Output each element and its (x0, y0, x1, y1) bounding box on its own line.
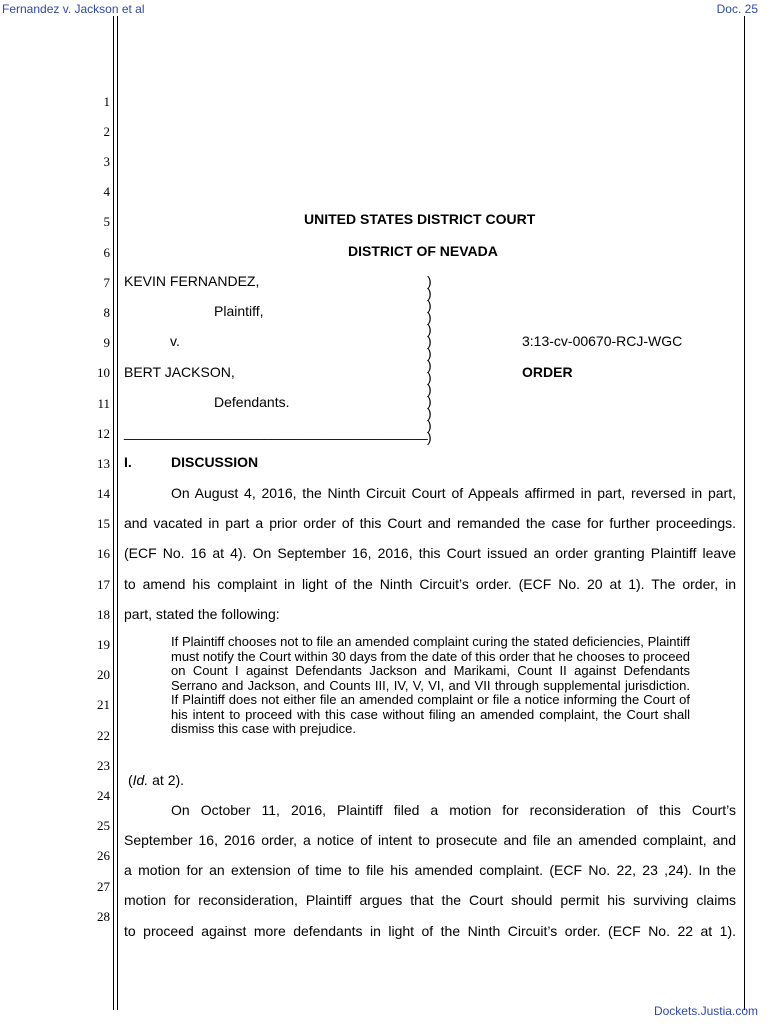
line-number: 20 (97, 667, 110, 682)
line-number: 19 (97, 637, 110, 652)
caption-paren: ) (427, 381, 432, 397)
line-number: 13 (97, 456, 110, 471)
body-line: and vacated in part a prior order of this Court and remanded the case for further proceedings. (124, 515, 736, 531)
caption-paren: ) (427, 429, 432, 445)
line-number: 7 (103, 275, 110, 290)
line-number: 2 (103, 124, 110, 139)
document-title: ORDER (522, 364, 573, 380)
body-line: (ECF No. 16 at 4). On September 16, 2016, this Court issued an order granting Plaintiff leave (124, 545, 736, 561)
body-line: On October 11, 2016, Plaintiff filed a motion for reconsideration of this Court’s (171, 802, 736, 818)
court-district: DISTRICT OF NEVADA (348, 243, 498, 259)
citation (128, 772, 184, 788)
line-number: 3 (103, 154, 110, 169)
caption-paren: ) (427, 405, 432, 421)
line-number: 1 (103, 94, 110, 109)
plaintiff-role: Plaintiff, (214, 303, 264, 319)
citation-rest: at 2). (148, 772, 185, 788)
plaintiff-name: KEVIN FERNANDEZ, (124, 273, 260, 289)
defendant-name: BERT JACKSON, (124, 364, 235, 380)
line-number: 4 (103, 184, 110, 199)
line-number: 18 (97, 607, 110, 622)
left-double-rule-inner (117, 16, 118, 1010)
body-line: to amend his complaint in light of the Ninth Circuit’s order. (ECF No. 20 at 1). The order, in (124, 576, 736, 592)
line-number: 17 (97, 577, 110, 592)
citation-id: Id. (132, 772, 149, 788)
caption-paren: ) (427, 297, 432, 313)
body-line: On August 4, 2016, the Ninth Circuit Court of Appeals affirmed in part, reversed in part, (171, 485, 736, 501)
caption-paren: ) (427, 333, 432, 349)
line-number: 11 (97, 396, 110, 411)
body-line: to proceed against more defendants in light of the Ninth Circuit’s order. (ECF No. 22 at 1). (124, 923, 736, 939)
line-number: 10 (97, 365, 110, 380)
caption-paren: ) (427, 393, 432, 409)
line-number: 27 (97, 879, 110, 894)
case-number: 3:13-cv-00670-RCJ-WGC (522, 333, 683, 349)
line-number: 28 (97, 909, 110, 924)
line-number: 16 (97, 546, 110, 561)
caption-paren: ) (427, 345, 432, 361)
court-name: UNITED STATES DISTRICT COURT (304, 211, 536, 227)
section-number: I. (124, 454, 132, 470)
citation-open: ( (128, 772, 133, 788)
justia-source-link[interactable]: Dockets.Justia.com (653, 1004, 758, 1018)
line-number: 12 (97, 426, 110, 441)
caption-paren: ) (427, 321, 432, 337)
line-number: 26 (97, 848, 110, 863)
right-margin-rule (744, 16, 745, 1010)
caption-underline: _______________________________________ (124, 424, 428, 440)
caption-paren: ) (427, 273, 432, 289)
line-number: 15 (97, 516, 110, 531)
left-double-rule-outer (113, 16, 114, 1010)
line-number: 6 (103, 245, 110, 260)
caption-paren: ) (427, 285, 432, 301)
line-number: 21 (97, 697, 110, 712)
versus: v. (170, 333, 180, 349)
section-title: DISCUSSION (171, 454, 259, 470)
line-number: 8 (103, 305, 110, 320)
line-number: 24 (97, 788, 110, 803)
line-number: 25 (97, 818, 110, 833)
caption-paren: ) (427, 417, 432, 433)
caption-paren: ) (427, 369, 432, 385)
defendant-role: Defendants. (214, 394, 290, 410)
line-number: 9 (103, 335, 110, 350)
line-number: 22 (97, 728, 110, 743)
line-number: 23 (97, 758, 110, 773)
docket-number-link[interactable]: Doc. 25 (716, 2, 758, 16)
block-quote: If Plaintiff chooses not to file an amended complaint curing the stated deficiencies, Plaintiff must notify the Court within 30 days from the date of this order that he chooses to proceed on Count I against Defendants Jackson and Marikami, Count II against Defendants Serrano and Jackson, and Counts III, IV, V, VI, and VII through supplemental jurisdiction. If Plaintiff does not either file an amended complaint or file a notice informing the Court of his intent to proceed with this case without filing an amended complaint, the Court shall dismiss this case with prejudice. (171, 634, 690, 736)
case-title-link[interactable]: Fernandez v. Jackson et al (2, 2, 145, 16)
line-number: 5 (103, 214, 110, 229)
caption-paren: ) (427, 309, 432, 325)
body-line: motion for reconsideration, Plaintiff argues that the Court should permit his surviving claims (124, 892, 736, 908)
caption-paren: ) (427, 357, 432, 373)
body-line: part, stated the following: (124, 606, 280, 622)
line-number: 14 (97, 486, 110, 501)
body-line: September 16, 2016 order, a notice of intent to prosecute and file an amended complaint, and (124, 832, 736, 848)
body-line: a motion for an extension of time to file his amended complaint. (ECF No. 22, 23 ,24). In the (124, 862, 736, 878)
